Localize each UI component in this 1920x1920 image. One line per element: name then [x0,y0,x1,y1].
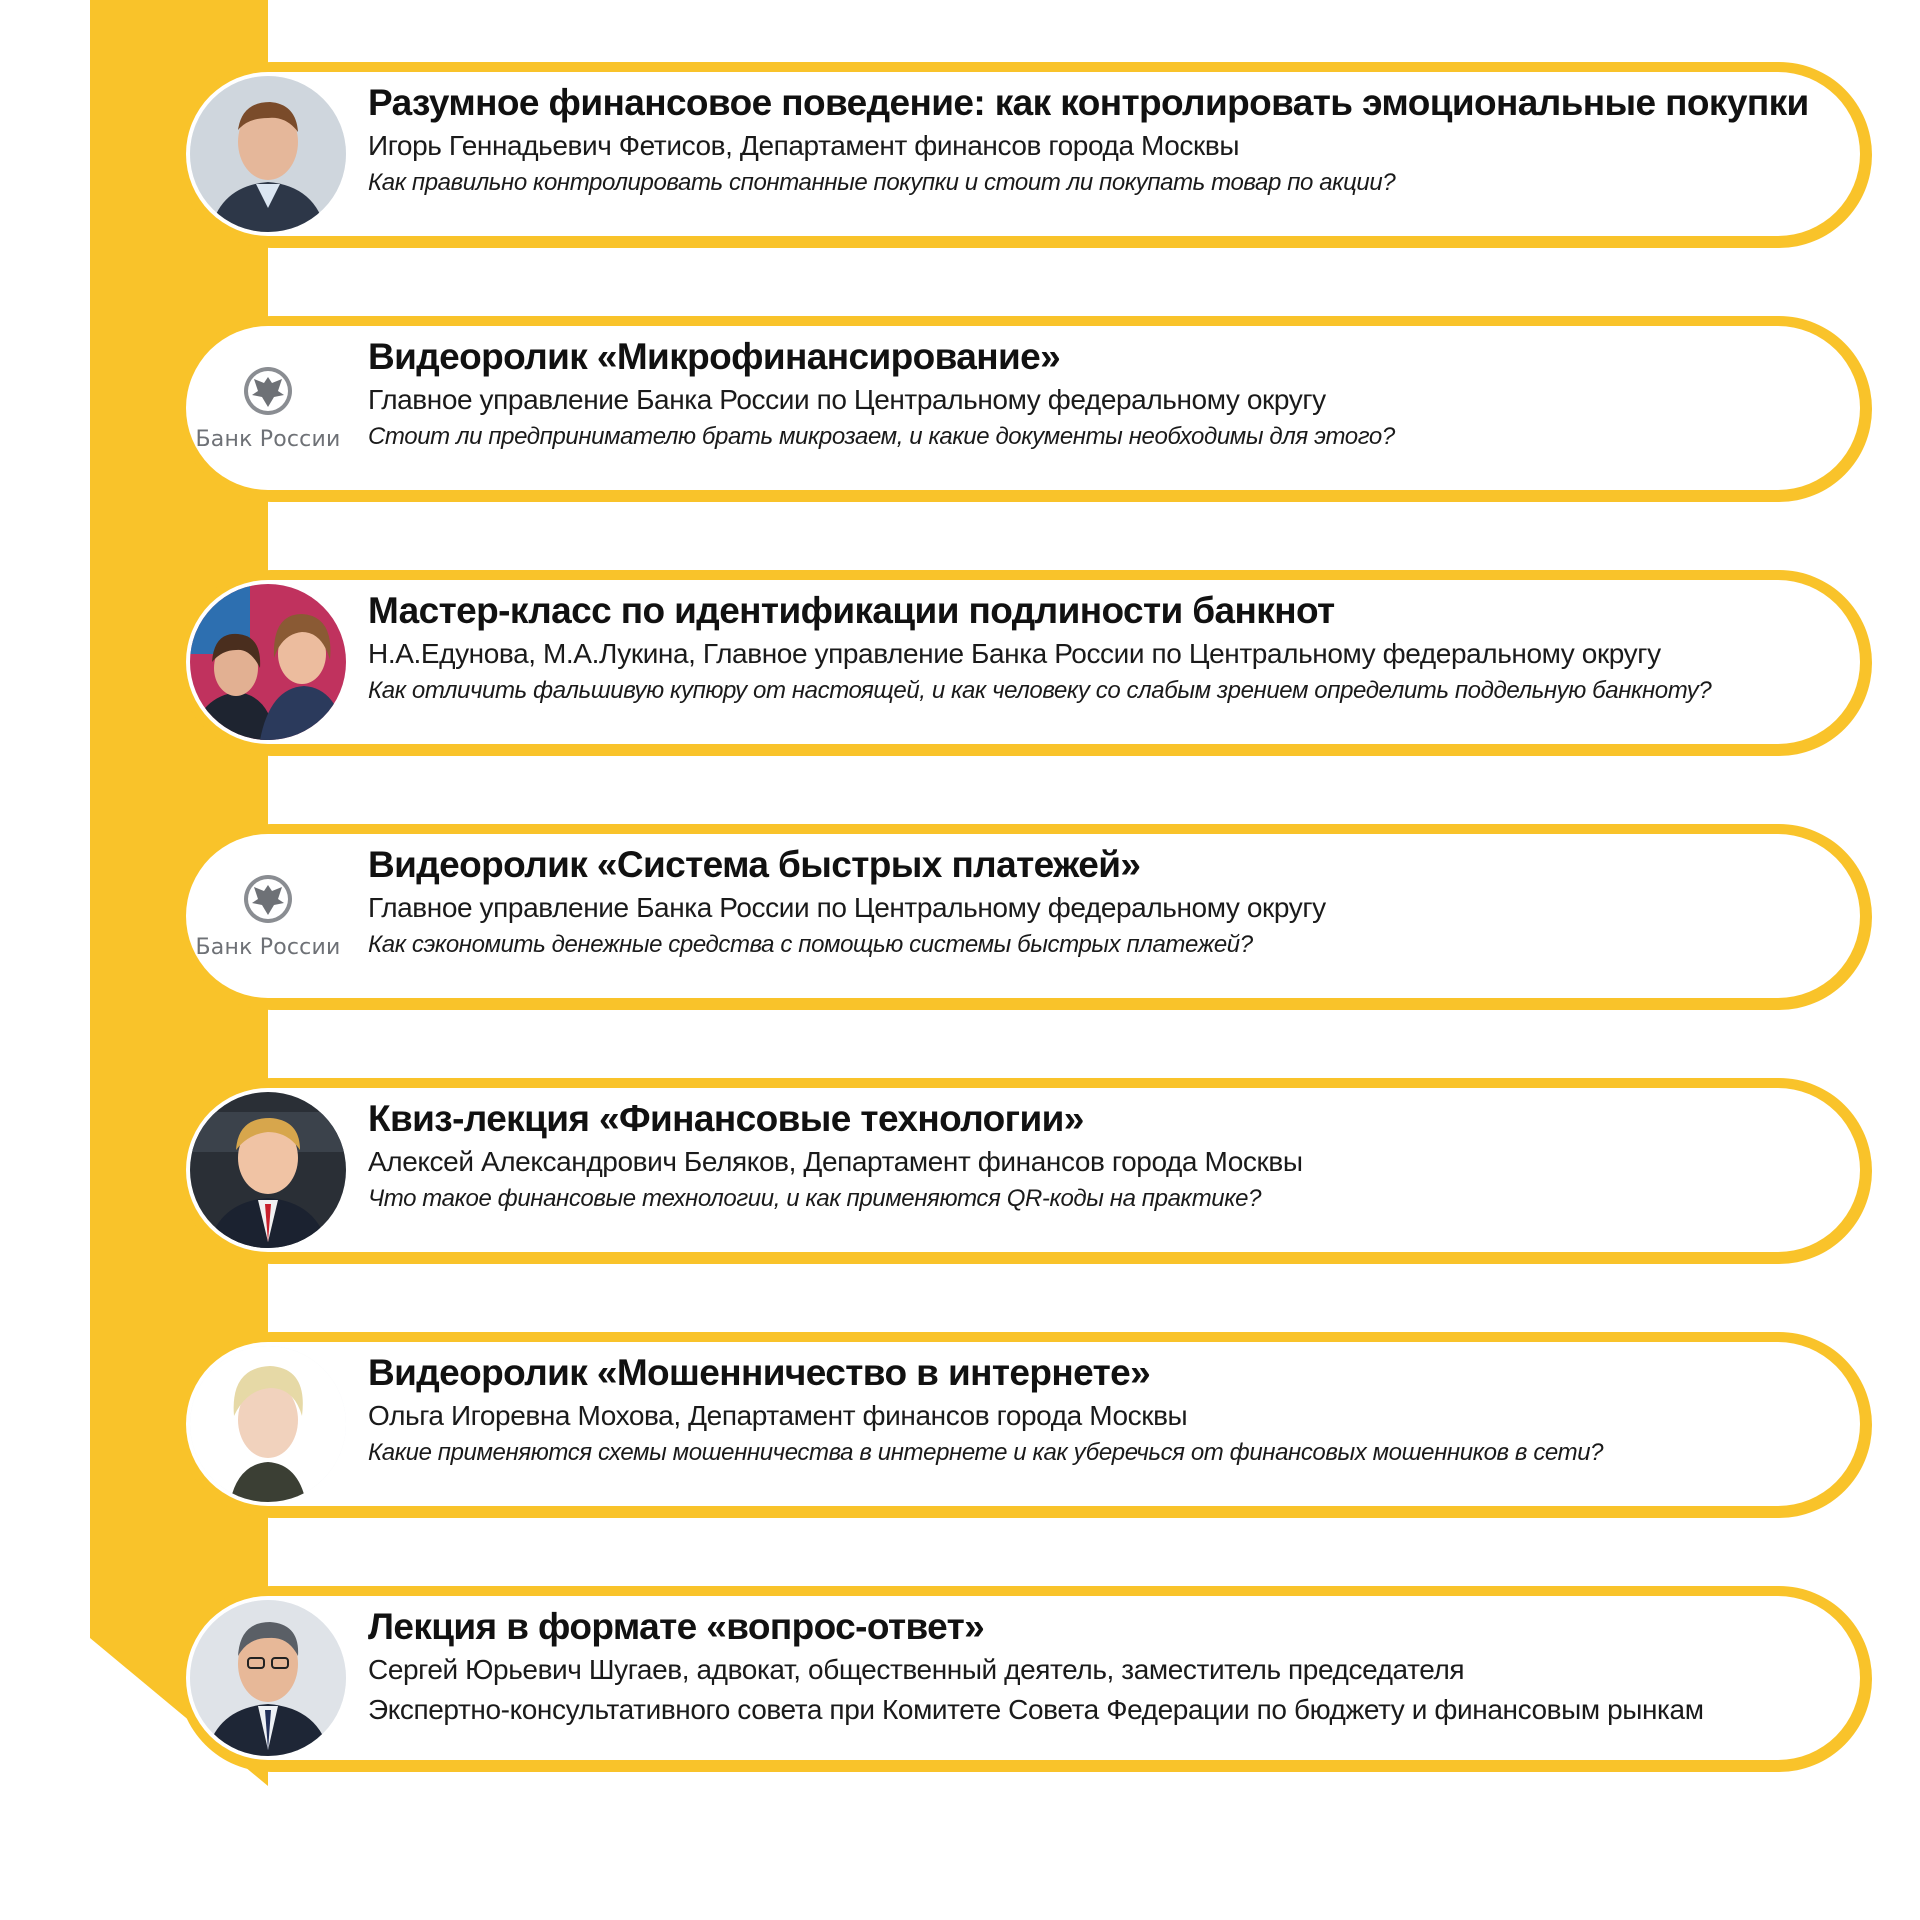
program-item-4 [178,824,1872,1010]
program-item-5 [178,1078,1872,1264]
item-title: Квиз-лекция «Финансовые технологии» [368,1098,1084,1139]
item-speaker: Игорь Геннадьевич Фетисов, Департамент финансов города Москвы [368,130,1240,161]
speaker-photo [190,76,346,232]
item-speaker-line2: Экспертно-консультативного совета при Комитете Совета Федерации по бюджету и финансовым рынкам [368,1694,1704,1725]
item-question: Как сэкономить денежные средства с помощью системы быстрых платежей? [368,931,1253,958]
program-item-6 [178,1332,1872,1518]
eagle-emblem-icon [242,365,294,417]
item-title: Мастер-класс по идентификации подлиности банкнот [368,590,1335,631]
item-speaker: Алексей Александрович Беляков, Департамент финансов города Москвы [368,1146,1303,1177]
program-item-7 [178,1586,1872,1772]
item-question: Стоит ли предпринимателю брать микрозаем, и какие документы необходимы для этого? [368,423,1395,450]
item-speaker: Ольга Игоревна Мохова, Департамент финансов города Москвы [368,1400,1188,1431]
item-title: Видеоролик «Система быстрых платежей» [368,844,1141,885]
program-item-1 [178,62,1872,248]
item-title: Разумное финансовое поведение: как контролировать эмоциональные покупки [368,82,1809,123]
item-speaker: Главное управление Банка России по Центральному федеральному округу [368,384,1326,415]
item-question: Как отличить фальшивую купюру от настоящей, и как человеку со слабым зрением определить поддельную банкноту? [368,677,1712,704]
program-item-3 [178,570,1872,756]
bank-of-russia-logo [190,838,346,994]
item-speaker: Сергей Юрьевич Шугаев, адвокат, общественный деятель, заместитель председателя [368,1654,1465,1685]
item-question: Какие применяются схемы мошенничества в интернете и как уберечься от финансовых мошенников в сети? [368,1439,1604,1466]
item-question: Как правильно контролировать спонтанные покупки и стоит ли покупать товар по акции? [368,169,1396,196]
bank-name-text: Банк России [195,426,341,452]
item-speaker: Н.А.Едунова, М.А.Лукина, Главное управление Банка России по Центральному федеральному округу [368,638,1661,669]
eagle-emblem-icon [242,873,294,925]
bank-of-russia-logo [190,330,346,486]
speakers-photo [190,584,346,740]
speaker-photo [190,1092,346,1248]
item-title: Видеоролик «Мошенничество в интернете» [368,1352,1151,1393]
item-title: Видеоролик «Микрофинансирование» [368,336,1061,377]
item-speaker: Главное управление Банка России по Центральному федеральному округу [368,892,1326,923]
speaker-photo [190,1600,346,1756]
item-title: Лекция в формате «вопрос-ответ» [368,1606,985,1647]
item-question: Что такое финансовые технологии, и как применяются QR-коды на практике? [368,1185,1262,1212]
program-item-2 [178,316,1872,502]
bank-name-text: Банк России [195,934,341,960]
speaker-photo [190,1346,346,1502]
